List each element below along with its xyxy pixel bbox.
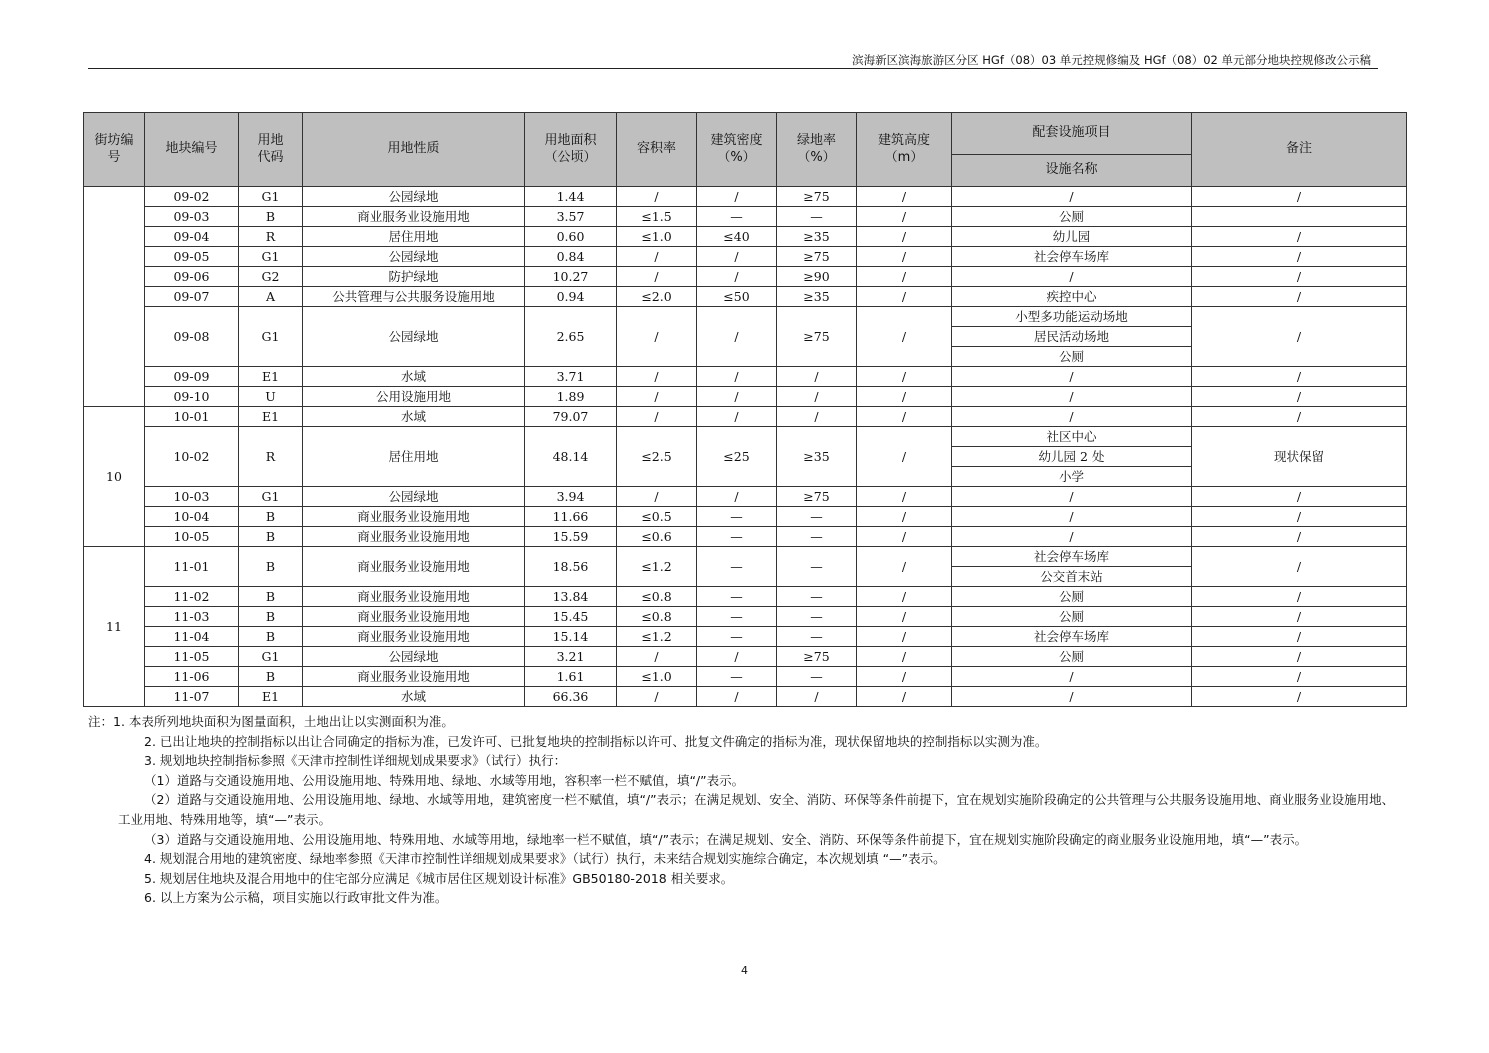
block-no-cell: 10 <box>84 407 145 547</box>
green-ratio-cell: ≥35 <box>777 227 857 247</box>
remark-cell: / <box>1192 587 1407 607</box>
header-divider <box>88 68 1378 69</box>
facility-name-cell: 公厕 <box>952 587 1192 607</box>
height-cell: / <box>857 487 952 507</box>
land-use-cell: 商业服务业设施用地 <box>303 627 525 647</box>
land-code-cell: B <box>239 527 303 547</box>
land-code-cell: B <box>239 507 303 527</box>
land-use-cell: 公园绿地 <box>303 647 525 667</box>
land-code-cell: B <box>239 547 303 587</box>
parcel-no-cell: 09-06 <box>145 267 239 287</box>
facility-name-cell: 社会停车场库 <box>952 627 1192 647</box>
far-cell: ≤2.5 <box>617 427 697 487</box>
density-cell: — <box>697 607 777 627</box>
header-area: 用地面积（公顷） <box>525 113 617 187</box>
land-use-cell: 商业服务业设施用地 <box>303 527 525 547</box>
remark-cell: / <box>1192 667 1407 687</box>
height-cell: / <box>857 527 952 547</box>
facility-name-cell: 小型多功能运动场地 <box>952 307 1192 327</box>
table-row <box>84 687 1407 707</box>
density-cell: — <box>697 207 777 227</box>
green-ratio-cell: ≥75 <box>777 487 857 507</box>
remark-cell: / <box>1192 387 1407 407</box>
land-use-cell: 防护绿地 <box>303 267 525 287</box>
height-cell: / <box>857 507 952 527</box>
land-use-cell: 商业服务业设施用地 <box>303 507 525 527</box>
land-code-cell: E1 <box>239 687 303 707</box>
remark-cell: / <box>1192 647 1407 667</box>
remark-cell: / <box>1192 367 1407 387</box>
height-cell: / <box>857 247 952 267</box>
table-row <box>84 387 1407 407</box>
far-cell: / <box>617 487 697 507</box>
facility-name-cell: 疾控中心 <box>952 287 1192 307</box>
remark-cell: / <box>1192 607 1407 627</box>
far-cell: / <box>617 267 697 287</box>
area-cell: 10.27 <box>525 267 617 287</box>
parcel-no-cell: 11-06 <box>145 667 239 687</box>
land-code-cell: U <box>239 387 303 407</box>
area-cell: 11.66 <box>525 507 617 527</box>
note-3-1: （1）道路与交通设施用地、公用设施用地、特殊用地、绿地、水域等用地，容积率一栏不赋值，填“/”表示。 <box>144 772 745 788</box>
height-cell: / <box>857 547 952 587</box>
height-cell: / <box>857 367 952 387</box>
area-cell: 18.56 <box>525 547 617 587</box>
facility-name-cell: 小学 <box>952 467 1192 487</box>
table-row <box>84 547 1407 567</box>
area-cell: 1.61 <box>525 667 617 687</box>
far-cell: ≤0.6 <box>617 527 697 547</box>
header-density: 建筑密度（%） <box>697 113 777 187</box>
table-row <box>84 627 1407 647</box>
area-cell: 3.71 <box>525 367 617 387</box>
land-use-cell: 商业服务业设施用地 <box>303 207 525 227</box>
area-cell: 79.07 <box>525 407 617 427</box>
area-cell: 2.65 <box>525 307 617 367</box>
height-cell: / <box>857 587 952 607</box>
remark-cell: / <box>1192 507 1407 527</box>
density-cell: / <box>697 487 777 507</box>
height-cell: / <box>857 667 952 687</box>
table-row <box>84 287 1407 307</box>
facility-name-cell: / <box>952 407 1192 427</box>
area-cell: 1.44 <box>525 187 617 207</box>
facility-name-cell: 公厕 <box>952 647 1192 667</box>
document-header: 滨海新区滨海旅游区分区 HGf（08）03 单元控规修编及 HGf（08）02 单元部分地块控规修改公示稿 <box>852 53 1371 67</box>
table-row <box>84 367 1407 387</box>
green-ratio-cell: — <box>777 587 857 607</box>
green-ratio-cell: ≥75 <box>777 647 857 667</box>
remark-cell: / <box>1192 547 1407 587</box>
density-cell: / <box>697 387 777 407</box>
note-3-2: （2）道路与交通设施用地、公用设施用地、绿地、水域等用地，建筑密度一栏不赋值，填“/”表示；在满足规划、安全、消防、环保等条件前提下，宜在规划实施阶段确定的公共管理与公共服务设施用地、商业服务业设施用地、工业用地、特殊用地等，填“—”表示。 <box>118 792 1395 827</box>
density-cell: / <box>697 307 777 367</box>
land-use-cell: 商业服务业设施用地 <box>303 547 525 587</box>
green-ratio-cell: — <box>777 527 857 547</box>
height-cell: / <box>857 627 952 647</box>
height-cell: / <box>857 687 952 707</box>
far-cell: ≤1.0 <box>617 667 697 687</box>
green-ratio-cell: — <box>777 207 857 227</box>
table-body <box>84 187 1407 707</box>
density-cell: / <box>697 687 777 707</box>
height-cell: / <box>857 427 952 487</box>
remark-cell: / <box>1192 487 1407 507</box>
facility-name-cell: 幼儿园 2 处 <box>952 447 1192 467</box>
header-remark: 备注 <box>1192 113 1407 187</box>
parcel-no-cell: 09-10 <box>145 387 239 407</box>
header-land-code: 用地代码 <box>239 113 303 187</box>
land-use-cell: 商业服务业设施用地 <box>303 587 525 607</box>
area-cell: 15.14 <box>525 627 617 647</box>
area-cell: 0.60 <box>525 227 617 247</box>
land-use-cell: 水域 <box>303 367 525 387</box>
density-cell: / <box>697 247 777 267</box>
table-row <box>84 647 1407 667</box>
note-6: 6. 以上方案为公示稿，项目实施以行政审批文件为准。 <box>144 890 448 906</box>
height-cell: / <box>857 647 952 667</box>
area-cell: 3.94 <box>525 487 617 507</box>
far-cell: ≤0.8 <box>617 607 697 627</box>
remark-cell: / <box>1192 227 1407 247</box>
green-ratio-cell: — <box>777 607 857 627</box>
land-use-cell: 居住用地 <box>303 227 525 247</box>
green-ratio-cell: — <box>777 507 857 527</box>
height-cell: / <box>857 187 952 207</box>
land-code-cell: A <box>239 287 303 307</box>
area-cell: 0.94 <box>525 287 617 307</box>
land-code-cell: R <box>239 227 303 247</box>
facility-name-cell: / <box>952 367 1192 387</box>
land-code-cell: G1 <box>239 647 303 667</box>
remark-cell: / <box>1192 687 1407 707</box>
land-code-cell: E1 <box>239 407 303 427</box>
land-code-cell: B <box>239 587 303 607</box>
area-cell: 13.84 <box>525 587 617 607</box>
facility-name-cell: 社会停车场库 <box>952 547 1192 567</box>
parcel-no-cell: 09-04 <box>145 227 239 247</box>
density-cell: / <box>697 647 777 667</box>
header-block-no: 街坊编号 <box>84 113 145 187</box>
land-code-cell: B <box>239 207 303 227</box>
far-cell: ≤1.2 <box>617 547 697 587</box>
parcel-no-cell: 10-03 <box>145 487 239 507</box>
green-ratio-cell: / <box>777 407 857 427</box>
table-row <box>84 247 1407 267</box>
land-code-cell: G1 <box>239 187 303 207</box>
density-cell: ≤25 <box>697 427 777 487</box>
height-cell: / <box>857 287 952 307</box>
green-ratio-cell: ≥75 <box>777 187 857 207</box>
parcel-no-cell: 11-03 <box>145 607 239 627</box>
facility-name-cell: 社区中心 <box>952 427 1192 447</box>
far-cell: / <box>617 247 697 267</box>
land-use-cell: 公园绿地 <box>303 247 525 267</box>
parcel-no-cell: 10-01 <box>145 407 239 427</box>
header-far: 容积率 <box>617 113 697 187</box>
far-cell: / <box>617 307 697 367</box>
land-use-cell: 公园绿地 <box>303 487 525 507</box>
green-ratio-cell: ≥35 <box>777 427 857 487</box>
land-code-cell: G2 <box>239 267 303 287</box>
table-row <box>84 207 1407 227</box>
facility-name-cell: 幼儿园 <box>952 227 1192 247</box>
land-use-cell: 水域 <box>303 407 525 427</box>
notes-section <box>88 712 1403 908</box>
far-cell: / <box>617 407 697 427</box>
area-cell: 15.45 <box>525 607 617 627</box>
density-cell: / <box>697 267 777 287</box>
height-cell: / <box>857 227 952 247</box>
note-5: 5. 规划居住地块及混合用地中的住宅部分应满足《城市居住区规划设计标准》GB50180-2018 相关要求。 <box>144 870 734 886</box>
height-cell: / <box>857 607 952 627</box>
parcel-no-cell: 10-02 <box>145 427 239 487</box>
green-ratio-cell: ≥90 <box>777 267 857 287</box>
parcel-no-cell: 09-09 <box>145 367 239 387</box>
density-cell: — <box>697 667 777 687</box>
table-row <box>84 607 1407 627</box>
area-cell: 48.14 <box>525 427 617 487</box>
table-row <box>84 267 1407 287</box>
remark-cell <box>1192 207 1407 227</box>
density-cell: — <box>697 547 777 587</box>
far-cell: / <box>617 687 697 707</box>
land-code-cell: G1 <box>239 247 303 267</box>
parcel-no-cell: 11-07 <box>145 687 239 707</box>
far-cell: ≤1.2 <box>617 627 697 647</box>
table-row <box>84 227 1407 247</box>
table-row <box>84 667 1407 687</box>
density-cell: ≤40 <box>697 227 777 247</box>
header-facilities-group: 配套设施项目 <box>952 113 1192 155</box>
facility-name-cell: / <box>952 667 1192 687</box>
parcel-no-cell: 10-05 <box>145 527 239 547</box>
remark-cell: / <box>1192 627 1407 647</box>
density-cell: — <box>697 527 777 547</box>
green-ratio-cell: / <box>777 687 857 707</box>
header-green-ratio: 绿地率（%） <box>777 113 857 187</box>
green-ratio-cell: ≥35 <box>777 287 857 307</box>
parcel-no-cell: 11-01 <box>145 547 239 587</box>
parcel-no-cell: 09-07 <box>145 287 239 307</box>
parcel-no-cell: 09-03 <box>145 207 239 227</box>
density-cell: — <box>697 507 777 527</box>
table-row <box>84 427 1407 447</box>
far-cell: / <box>617 367 697 387</box>
density-cell: / <box>697 407 777 427</box>
header-parcel-no: 地块编号 <box>145 113 239 187</box>
height-cell: / <box>857 207 952 227</box>
parcel-no-cell: 11-02 <box>145 587 239 607</box>
land-code-cell: R <box>239 427 303 487</box>
remark-cell: / <box>1192 287 1407 307</box>
far-cell: ≤2.0 <box>617 287 697 307</box>
table-row <box>84 527 1407 547</box>
facility-name-cell: / <box>952 187 1192 207</box>
land-use-cell: 水域 <box>303 687 525 707</box>
header-height: 建筑高度（m） <box>857 113 952 187</box>
green-ratio-cell: — <box>777 667 857 687</box>
density-cell: / <box>697 367 777 387</box>
remark-cell: 现状保留 <box>1192 427 1407 487</box>
facility-name-cell: 公厕 <box>952 347 1192 367</box>
far-cell: ≤1.0 <box>617 227 697 247</box>
table-row <box>84 507 1407 527</box>
table-row <box>84 487 1407 507</box>
far-cell: / <box>617 187 697 207</box>
facility-name-cell: 公交首末站 <box>952 567 1192 587</box>
green-ratio-cell: — <box>777 627 857 647</box>
land-use-cell: 公共管理与公共服务设施用地 <box>303 287 525 307</box>
land-use-control-table <box>83 112 1407 707</box>
remark-cell: / <box>1192 527 1407 547</box>
land-use-cell: 公用设施用地 <box>303 387 525 407</box>
block-no-cell <box>84 187 145 407</box>
far-cell: / <box>617 647 697 667</box>
note-2: 2. 已出让地块的控制指标以出让合同确定的指标为准，已发许可、已批复地块的控制指标以许可、批复文件确定的指标为准，现状保留地块的控制指标以实测为准。 <box>144 733 1048 749</box>
area-cell: 1.89 <box>525 387 617 407</box>
green-ratio-cell: ≥75 <box>777 307 857 367</box>
facility-name-cell: / <box>952 487 1192 507</box>
block-no-cell: 11 <box>84 547 145 707</box>
table-row <box>84 307 1407 327</box>
area-cell: 66.36 <box>525 687 617 707</box>
density-cell: ≤50 <box>697 287 777 307</box>
land-code-cell: G1 <box>239 487 303 507</box>
height-cell: / <box>857 387 952 407</box>
facility-name-cell: / <box>952 267 1192 287</box>
note-3-3: （3）道路与交通设施用地、公用设施用地、特殊用地、水域等用地，绿地率一栏不赋值，填“/”表示；在满足规划、安全、消防、环保等条件前提下，宜在规划实施阶段确定的商业服务业设施用地，填“—”表示。 <box>144 831 1308 847</box>
remark-cell: / <box>1192 267 1407 287</box>
height-cell: / <box>857 307 952 367</box>
remark-cell: / <box>1192 187 1407 207</box>
far-cell: ≤0.8 <box>617 587 697 607</box>
parcel-no-cell: 09-05 <box>145 247 239 267</box>
green-ratio-cell: — <box>777 547 857 587</box>
land-use-cell: 公园绿地 <box>303 187 525 207</box>
land-code-cell: B <box>239 627 303 647</box>
area-cell: 3.57 <box>525 207 617 227</box>
facility-name-cell: 居民活动场地 <box>952 327 1192 347</box>
note-1: 注：1. 本表所列地块面积为图量面积，土地出让以实测面积为准。 <box>88 714 454 729</box>
facility-name-cell: / <box>952 527 1192 547</box>
facility-name-cell: / <box>952 387 1192 407</box>
far-cell: / <box>617 387 697 407</box>
facility-name-cell: / <box>952 507 1192 527</box>
remark-cell: / <box>1192 407 1407 427</box>
facility-name-cell: 公厕 <box>952 607 1192 627</box>
height-cell: / <box>857 267 952 287</box>
area-cell: 3.21 <box>525 647 617 667</box>
land-code-cell: G1 <box>239 307 303 367</box>
area-cell: 15.59 <box>525 527 617 547</box>
remark-cell: / <box>1192 247 1407 267</box>
land-use-cell: 公园绿地 <box>303 307 525 367</box>
density-cell: / <box>697 187 777 207</box>
header-land-use: 用地性质 <box>303 113 525 187</box>
parcel-no-cell: 10-04 <box>145 507 239 527</box>
far-cell: ≤1.5 <box>617 207 697 227</box>
parcel-no-cell: 11-04 <box>145 627 239 647</box>
facility-name-cell: 公厕 <box>952 207 1192 227</box>
land-use-cell: 居住用地 <box>303 427 525 487</box>
page-number: 4 <box>741 964 748 977</box>
far-cell: ≤0.5 <box>617 507 697 527</box>
facility-name-cell: 社会停车场库 <box>952 247 1192 267</box>
note-3: 3. 规划地块控制指标参照《天津市控制性详细规划成果要求》（试行）执行： <box>144 753 567 769</box>
table-row <box>84 587 1407 607</box>
table-row <box>84 187 1407 207</box>
area-cell: 0.84 <box>525 247 617 267</box>
parcel-no-cell: 11-05 <box>145 647 239 667</box>
table-row <box>84 407 1407 427</box>
land-code-cell: B <box>239 667 303 687</box>
green-ratio-cell: / <box>777 367 857 387</box>
height-cell: / <box>857 407 952 427</box>
parcel-no-cell: 09-08 <box>145 307 239 367</box>
density-cell: — <box>697 627 777 647</box>
remark-cell: / <box>1192 307 1407 367</box>
land-code-cell: E1 <box>239 367 303 387</box>
land-use-cell: 商业服务业设施用地 <box>303 667 525 687</box>
green-ratio-cell: / <box>777 387 857 407</box>
density-cell: — <box>697 587 777 607</box>
land-use-cell: 商业服务业设施用地 <box>303 607 525 627</box>
header-facility-name: 设施名称 <box>952 155 1192 187</box>
facility-name-cell: / <box>952 687 1192 707</box>
note-4: 4. 规划混合用地的建筑密度、绿地率参照《天津市控制性详细规划成果要求》（试行）执行，未来结合规划实施综合确定，本次规划填 “—”表示。 <box>144 851 946 867</box>
parcel-no-cell: 09-02 <box>145 187 239 207</box>
green-ratio-cell: ≥75 <box>777 247 857 267</box>
land-code-cell: B <box>239 607 303 627</box>
